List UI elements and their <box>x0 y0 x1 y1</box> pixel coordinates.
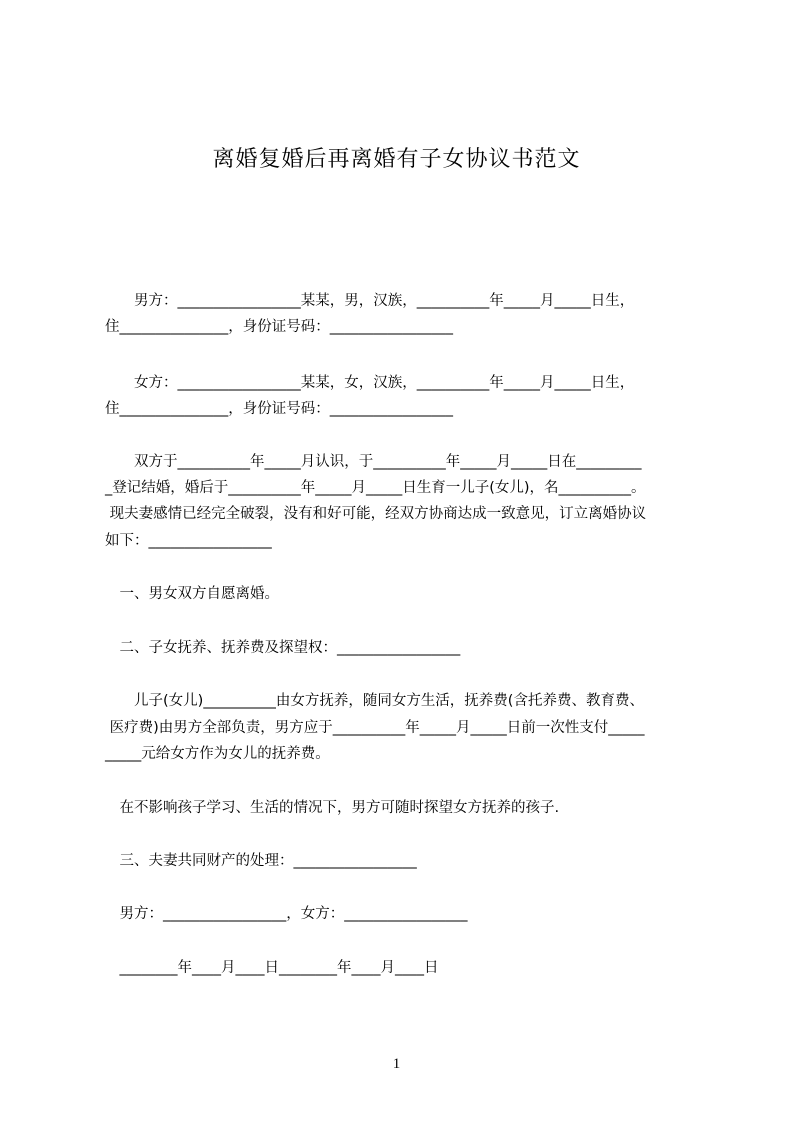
paragraph-line: 医疗费)由男方全部负责，男方应于__________年_____月_____日前一次性支付_____ <box>105 720 645 736</box>
paragraph-line: 住_______________，身份证号码：_________________ <box>105 319 453 335</box>
paragraph-line: 双方于__________年_____月认识，于__________年_____月_____日在_________ <box>105 454 642 470</box>
paragraph-line: _____元给女方作为女儿的抚养费。 <box>105 746 330 762</box>
paragraph-line: 住_______________，身份证号码：_________________ <box>105 401 453 417</box>
section-heading: 三、夫妻共同财产的处理：_________________ <box>105 853 417 869</box>
section-heading: 一、男女双方自愿离婚。 <box>105 586 279 602</box>
date-line: ________年____月____日________年____月____日 <box>105 960 439 976</box>
paragraph-line: 儿子(女儿)__________由女方抚养，随同女方生活，抚养费(含托养费、教育费、 <box>105 693 644 709</box>
signature-line: 男方：_________________，女方：_________________ <box>105 906 468 922</box>
paragraph-line: 如下：_________________ <box>105 533 272 549</box>
page-number: 1 <box>392 1056 401 1072</box>
document-title: 离婚复婚后再离婚有子女协议书范文 <box>212 147 581 172</box>
paragraph-line: 在不影响孩子学习、生活的情况下，男方可随时探望女方抚养的孩子. <box>105 800 560 816</box>
paragraph-line: 男方：_________________某某，男，汉族，__________年_____月_____日生， <box>105 293 635 309</box>
paragraph-line: _登记结婚，婚后于__________年_____月_____日生育一儿子(女儿)，名__________。 <box>105 480 646 496</box>
paragraph-line: 现夫妻感情已经完全破裂，没有和好可能，经双方协商达成一致意见，订立离婚协议 <box>105 506 647 522</box>
paragraph-line: 女方：_________________某某，女，汉族，__________年_____月_____日生， <box>105 375 635 391</box>
section-heading: 二、子女抚养、抚养费及探望权：_________________ <box>105 640 461 656</box>
